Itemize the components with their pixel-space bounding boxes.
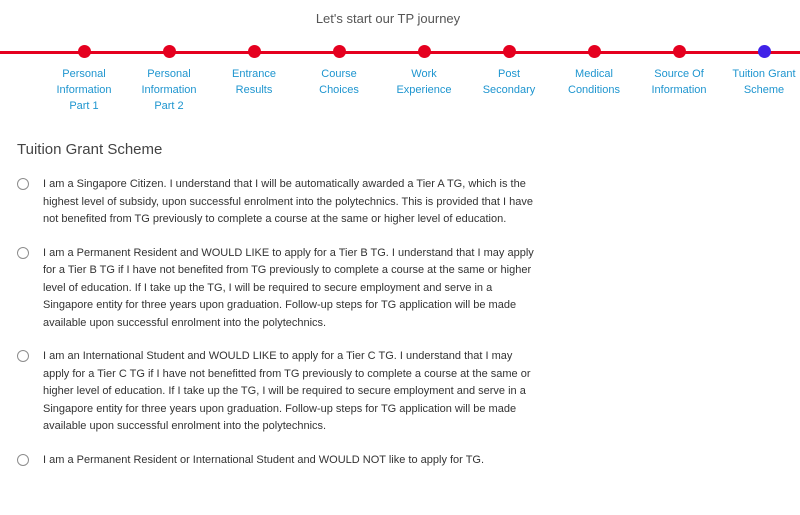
step-label: Tuition Grant Scheme [732,68,796,96]
step-label: Source Of Information [651,68,707,96]
step-label: Work Experience [396,68,452,96]
step-dot [673,45,686,58]
tg-option-decline-tg[interactable] [16,452,536,470]
step-label: Post Secondary [482,68,536,96]
option-text: I am an International Student and WOULD LIKE to apply for a Tier C TG. I understand that I may apply for a Tier C TG if I have not benefitted from TG previously to complete a course at the same or higher level of education. If I take up the TG, I will be required to secure employment and serve in a Singapore entity for three years upon graduation. Follow-up steps for TG application will be made available upon successful enrolment into the polytechnics. [43,350,531,432]
step-label: Personal Information Part 2 [141,68,197,112]
step-label: Course Choices [319,68,359,96]
radio-button[interactable] [17,247,29,259]
step-medical-conditions[interactable] [554,45,634,98]
step-dot-current [758,45,771,58]
option-text: I am a Permanent Resident and WOULD LIKE to apply for a Tier B TG. I understand that I may apply for a Tier B TG if I have not benefited from TG previously to complete a course at the same or higher level of education. If I take up the TG, I will be required to secure employment and serve in a Singapore entity for three years upon graduation. Follow-up steps for TG application will be made available upon successful enrolment into the polytechnics. [43,246,534,329]
step-personal-information-part-1[interactable] [44,45,124,114]
step-dot [163,45,176,58]
radio-button[interactable] [17,454,29,466]
step-dot [503,45,516,58]
step-personal-information-part-2[interactable] [129,45,209,114]
step-entrance-results[interactable] [214,45,294,98]
step-dot [418,45,431,58]
section-title: Tuition Grant Scheme [17,141,163,158]
step-label: Entrance Results [231,68,277,96]
radio-button[interactable] [17,178,29,190]
radio-button[interactable] [17,350,29,362]
step-course-choices[interactable] [299,45,379,98]
step-source-of-information[interactable] [639,45,719,98]
step-dot [333,45,346,58]
option-text: I am a Permanent Resident or International Student and WOULD NOT like to apply for TG. [43,453,485,466]
tg-option-singapore-citizen[interactable] [16,176,536,229]
journey-title: Let's start our TP journey [315,11,461,26]
step-dot [78,45,91,58]
tuition-grant-options [16,176,536,485]
step-post-secondary[interactable] [469,45,549,98]
step-dot [248,45,261,58]
tg-option-permanent-resident-tier-b[interactable] [16,245,536,333]
step-dot [588,45,601,58]
step-label: Personal Information Part 1 [56,68,112,112]
step-work-experience[interactable] [384,45,464,98]
tg-option-international-student-tier-c[interactable] [16,348,536,436]
option-text: I am a Singapore Citizen. I understand that I will be automatically awarded a Tier A TG, which is the highest level of subsidy, upon successful enrolment into the polytechnics. This is provided that I have not benefited from TG previously to complete a course at the same or higher level of education. [43,178,533,225]
step-label: Medical Conditions [568,68,620,96]
step-tuition-grant-scheme[interactable] [724,45,800,98]
